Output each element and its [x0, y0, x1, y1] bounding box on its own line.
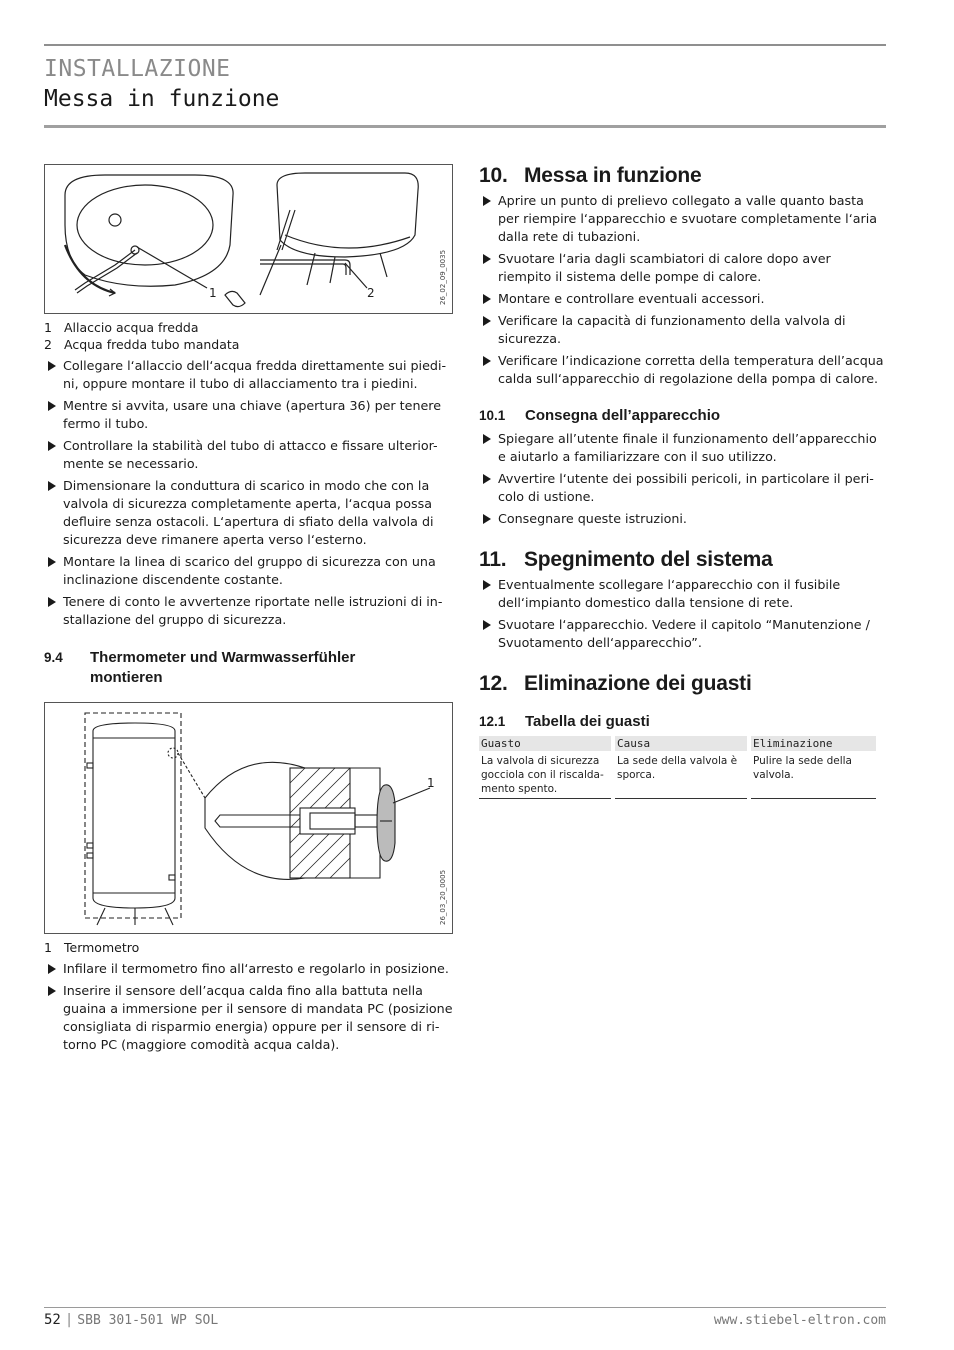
- bullet-arrow-icon: [483, 316, 491, 326]
- table-row: [479, 751, 876, 799]
- list-item: Verificare la capacità di funzionamento della valvola di sicurezza.: [479, 312, 887, 348]
- bullet-arrow-icon: [483, 620, 491, 630]
- steps-thermometer: [44, 960, 454, 1054]
- bullet-arrow-icon: [48, 986, 56, 996]
- footer-url[interactable]: www.stiebel-eltron.com: [713, 1313, 886, 1328]
- footer-left: [44, 1312, 218, 1328]
- figure-code: 26_02_09_0035: [439, 249, 447, 305]
- figure-thermometer: [44, 702, 453, 934]
- figure2-legend: [44, 939, 454, 956]
- bullet-arrow-icon: [48, 361, 56, 371]
- document-name: SBB 301-501 WP SOL: [77, 1313, 219, 1328]
- list-item: Eventualmente scollegare l‘apparecchio con il fusibile dell‘impianto domestico dalla tensione di rete.: [479, 576, 887, 612]
- legend-item: 1 Allaccio acqua fredda: [44, 320, 199, 335]
- bullet-arrow-icon: [483, 474, 491, 484]
- list-item: Svuotare l‘aria dagli scambiatori di calore dopo aver riempito il sistema delle pompe di calore.: [479, 250, 887, 286]
- callout-2: 2: [367, 286, 375, 300]
- column-header: Eliminazione: [751, 736, 876, 751]
- steps-shutdown: [479, 576, 887, 652]
- bullet-arrow-icon: [48, 557, 56, 567]
- bullet-arrow-icon: [483, 196, 491, 206]
- bullet-arrow-icon: [48, 597, 56, 607]
- legend-item: 1 Termometro: [44, 940, 140, 955]
- bullet-arrow-icon: [483, 434, 491, 444]
- list-item: Dimensionare la conduttura di scarico in modo che con la valvola di sicurezza completamente aperta, l‘acqua possa defluire senza ostacoli. L‘apertura di sfiato della valvola di sicurezza deve rimanere aperta verso l‘esterno.: [44, 477, 454, 549]
- page-number: 52: [44, 1312, 61, 1328]
- list-item: Montare la linea di scarico del gruppo di sicurezza con una inclinazione discendente costante.: [44, 553, 454, 589]
- steps-connection: [44, 357, 454, 629]
- list-item: Inserire il sensore dell’acqua calda fino alla battuta nella guaina a immersione per il sensore di mandata PC (posizione consigliata di risparmio energia) oppure per il sensore di ri-torno PC (maggiore comodità acqua calda).: [44, 982, 454, 1054]
- thermometer-drawing: [45, 703, 452, 933]
- bullet-arrow-icon: [48, 441, 56, 451]
- chapter-10-heading: 10. Messa in funzione: [479, 164, 702, 187]
- table-cell: La valvola di sicurezza gocciola con il riscalda-mento spento.: [479, 751, 611, 799]
- table-cell: La sede della valvola è sporca.: [615, 751, 747, 799]
- left-column: [44, 164, 454, 1054]
- figure-cold-water-connection: [44, 164, 453, 314]
- column-header: Causa: [615, 736, 747, 751]
- page-title: Messa in funzione: [44, 86, 280, 112]
- right-column: [479, 164, 887, 799]
- figure1-legend: [44, 319, 454, 353]
- chapter-11-heading: 11. Spegnimento del sistema: [479, 548, 773, 571]
- list-item: Spiegare all’utente finale il funzionamento dell’apparecchio e aiutarlo a familiarizzare con il suo utilizzo.: [479, 430, 887, 466]
- bullet-arrow-icon: [48, 481, 56, 491]
- list-item: Aprire un punto di prelievo collegato a valle quanto basta per riempire l‘apparecchio e svuotare completamente l‘aria dalla rete di tubazioni.: [479, 192, 887, 246]
- section-label: INSTALLAZIONE: [44, 56, 231, 82]
- list-item: Mentre si avvita, usare una chiave (apertura 36) per tenere fermo il tubo.: [44, 397, 454, 433]
- chapter-12-heading: 12. Eliminazione dei guasti: [479, 672, 752, 695]
- header-bottom-rule: [44, 125, 886, 128]
- table-cell: Pulire la sede della valvola.: [751, 751, 876, 799]
- cold-water-connection-drawing: [45, 165, 452, 313]
- steps-handover: [479, 430, 887, 528]
- section-10-1-heading: 10.1 Consegna dell’apparecchio: [479, 407, 721, 424]
- list-item: Avvertire l‘utente dei possibili pericoli, in particolare il peri-colo di ustione.: [479, 470, 887, 506]
- list-item: Controllare la stabilità del tubo di attacco e fissare ulterior-mente se necessario.: [44, 437, 454, 473]
- bullet-arrow-icon: [483, 356, 491, 366]
- bullet-arrow-icon: [483, 514, 491, 524]
- figure-code: 26_03_20_0005: [439, 869, 447, 925]
- bullet-arrow-icon: [483, 294, 491, 304]
- troubleshooting-table: [475, 736, 880, 799]
- callout-1: 1: [427, 776, 435, 790]
- list-item: Montare e controllare eventuali accessori.: [479, 290, 887, 308]
- bullet-arrow-icon: [48, 401, 56, 411]
- list-item: Verificare l’indicazione corretta della temperatura dell’acqua calda sull‘apparecchio di regolazione della pompa di calore.: [479, 352, 887, 388]
- header-top-rule: [44, 44, 886, 46]
- list-item: Consegnare queste istruzioni.: [479, 510, 887, 528]
- footer-rule: [44, 1307, 886, 1308]
- column-header: Guasto: [479, 736, 611, 751]
- steps-commissioning: [479, 192, 887, 388]
- bullet-arrow-icon: [483, 254, 491, 264]
- footer-separator: |: [64, 1312, 74, 1328]
- list-item: Collegare l‘allaccio dell‘acqua fredda direttamente sui piedi-ni, oppure montare il tubo di allacciamento tra i piedini.: [44, 357, 454, 393]
- list-item: Tenere di conto le avvertenze riportate nelle istruzioni di in-stallazione del gruppo di sicurezza.: [44, 593, 454, 629]
- bullet-arrow-icon: [483, 580, 491, 590]
- section-12-1-heading: 12.1 Tabella dei guasti: [479, 713, 650, 730]
- legend-item: 2 Acqua fredda tubo mandata: [44, 337, 240, 352]
- section-9-4-heading: 9.4 Thermometer und Warmwasserfühler montieren: [44, 649, 356, 686]
- bullet-arrow-icon: [48, 964, 56, 974]
- list-item: Svuotare l‘apparecchio. Vedere il capitolo “Manutenzione / Svuotamento dell‘apparecchio”.: [479, 616, 887, 652]
- list-item: Infilare il termometro fino all‘arresto e regolarlo in posizione.: [44, 960, 454, 978]
- callout-1: 1: [209, 286, 217, 300]
